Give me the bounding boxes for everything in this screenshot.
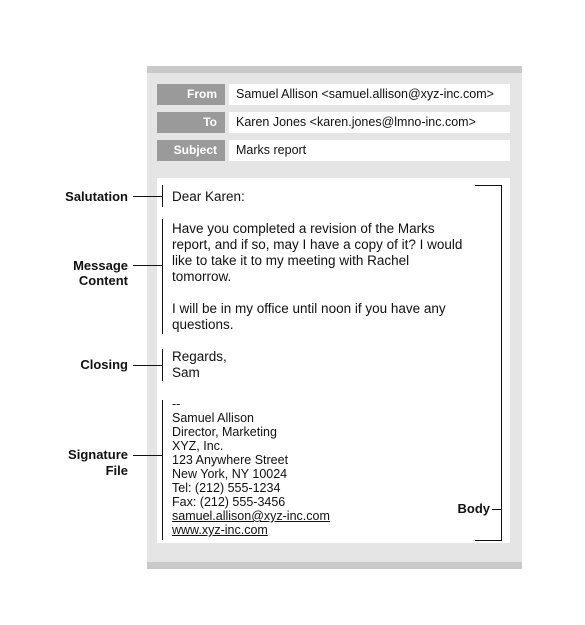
to-label: To xyxy=(157,112,225,133)
body-bracket-top xyxy=(475,185,502,186)
body-connector xyxy=(492,509,501,510)
signature-label-line1: Signature xyxy=(68,447,128,462)
signature-line: Tel: (212) 555-1234 xyxy=(172,481,281,495)
message-line: report, and if so, may I have a copy of it? I would xyxy=(172,237,463,252)
closing-label: Closing xyxy=(80,357,128,372)
salutation-label: Salutation xyxy=(65,189,128,204)
message-line: like to take it to my meeting with Rachel xyxy=(172,253,410,268)
message-line: Have you completed a revision of the Marks xyxy=(172,221,435,236)
signature-line: 123 Anywhere Street xyxy=(172,453,289,467)
website-link[interactable]: www.xyz-inc.com xyxy=(172,523,268,537)
message-line: tomorrow. xyxy=(172,269,232,284)
signature-line: -- xyxy=(172,397,181,411)
from-label: From xyxy=(157,84,225,105)
closing-line: Regards, xyxy=(172,349,227,364)
from-field: Samuel Allison <samuel.allison@xyz-inc.com> xyxy=(229,84,510,105)
signature-label-line2: File xyxy=(105,463,128,478)
closing-line: Sam xyxy=(172,365,200,380)
signature-line: Fax: (212) 555-3456 xyxy=(172,495,286,509)
message-line: questions. xyxy=(172,317,234,332)
signature-connector xyxy=(133,455,162,456)
salutation-text: Dear Karen: xyxy=(172,189,245,204)
body-bracket xyxy=(501,185,502,541)
to-field: Karen Jones <karen.jones@lmno-inc.com> xyxy=(229,112,510,133)
message-label-line2: Content xyxy=(78,273,128,288)
message-line: I will be in my office until noon if you have any xyxy=(172,301,446,316)
body-label: Body xyxy=(457,501,490,516)
closing-bracket xyxy=(162,349,163,381)
signature-line: XYZ, Inc. xyxy=(172,439,224,453)
message-bracket xyxy=(162,219,163,334)
subject-field: Marks report xyxy=(229,140,510,161)
panel-top-border xyxy=(147,66,522,73)
salutation-bracket xyxy=(162,185,163,207)
message-connector xyxy=(133,265,162,266)
message-label-line1: Message xyxy=(73,258,128,273)
panel-bottom-border xyxy=(147,562,522,569)
email-link[interactable]: samuel.allison@xyz-inc.com xyxy=(172,509,330,523)
signature-bracket xyxy=(162,400,163,540)
signature-line: Samuel Allison xyxy=(172,411,254,425)
signature-line: Director, Marketing xyxy=(172,425,277,439)
salutation-connector xyxy=(133,196,162,197)
closing-connector xyxy=(133,365,162,366)
body-bracket-bottom xyxy=(475,540,502,541)
subject-label: Subject xyxy=(157,140,225,161)
signature-line: New York, NY 10024 xyxy=(172,467,288,481)
